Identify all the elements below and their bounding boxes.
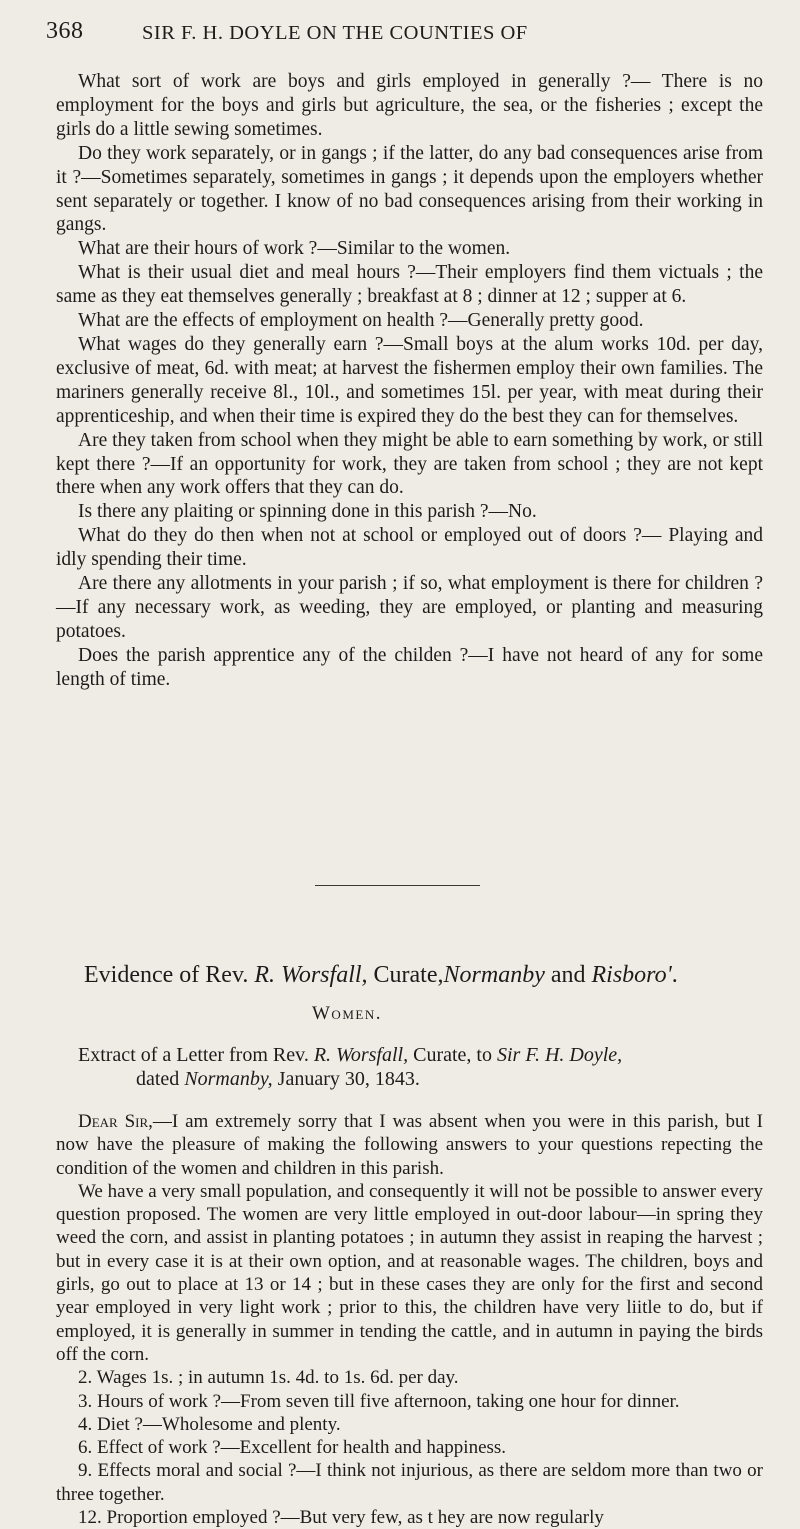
- running-head: SIR F. H. DOYLE ON THE COUNTIES OF: [142, 22, 528, 44]
- letter-answer: 3. Hours of work ?—From seven till five afternoon, taking one hour for dinner.: [78, 1390, 680, 1412]
- section-divider: [315, 885, 480, 886]
- qa-paragraph: Do they work separately, or in gangs ; if the latter, do any bad consequences arise from it ?—Sometimes separately, sometimes in gangs ; it depends upon the employers whether sent separately or together. I know of no bad consequences arising from their working in gangs.: [56, 142, 763, 236]
- evidence-suffix: .: [671, 962, 678, 988]
- letter-intro-author: R. Worsfall,: [313, 1044, 409, 1066]
- qa-paragraph: Are they taken from school when they might be able to earn something by work, or still kept there ?—If an opportunity for work, they are taken from school ; they are not kept there when any work offers that they can do.: [56, 429, 763, 499]
- letter-intro-dated: dated: [136, 1068, 185, 1090]
- letter-intro-recipient: Sir F. H. Doyle,: [496, 1044, 623, 1066]
- qa-section: [56, 70, 763, 692]
- qa-paragraph: What is their usual diet and meal hours ?—Their employers find them victuals ; the same as they eat themselves generally ; breakfast at 8 ; dinner at 12 ; supper at 6.: [56, 262, 763, 308]
- letter-intro-date: January 30, 1843.: [272, 1068, 420, 1090]
- letter-intro-place: Normanby,: [184, 1068, 273, 1090]
- qa-paragraph: What are their hours of work ?—Similar to the women.: [78, 238, 511, 260]
- evidence-heading: [84, 962, 764, 989]
- letter-opening-text: —I am extremely sorry that I was absent when you were in this parish, but I now have the pleasure of making the following answers to your questions repecting the condition of the women and children in this parish.: [56, 1111, 764, 1179]
- letter-body: [56, 1110, 763, 1529]
- page-number: 368: [46, 18, 84, 44]
- qa-paragraph: What are the effects of employment on health ?—Generally pretty good.: [78, 310, 644, 332]
- letter-opening: [56, 1110, 763, 1180]
- qa-paragraph: Is there any plaiting or spinning done in this parish ?—No.: [78, 501, 537, 523]
- letter-answer: 9. Effects moral and social ?—I think not injurious, as there are seldom more than two or three together.: [56, 1460, 763, 1505]
- letter-paragraph: We have a very small population, and consequently it will not be possible to answer every question proposed. The women are very little employed in out-door labour—in spring they weed the corn, and assist in planting potatoes ; in autumn they assist in reaping the harvest ; but in every case it is at their own option, and at reasonable wages. The children, boys and girls, go out to place at 13 or 14 ; but in these cases they are only for the first and second year employed in very light work ; prior to this, the children have very liitle to do, but if employed, it is generally in summer in tending the cattle, and in autumn in paying the birds off the corn.: [56, 1180, 763, 1365]
- qa-paragraph: What do they do then when not at school or employed out of doors ?— Playing and idly spending their time.: [56, 525, 763, 571]
- section-heading-women: Women.: [312, 1003, 382, 1024]
- qa-paragraph: Are there any allotments in your parish ; if so, what employment is there for children ?—If any necessary work, as weeding, they are employed, or planting and measuring potatoes.: [56, 573, 763, 642]
- letter-intro: [56, 1043, 763, 1091]
- evidence-place-risboro: Risboro': [591, 962, 672, 988]
- letter-intro-prefix: Extract of a Letter from Rev.: [78, 1044, 314, 1066]
- evidence-and: and: [544, 962, 592, 988]
- letter-intro-middle: Curate, to: [408, 1044, 497, 1066]
- evidence-place-normanby: Normanby: [443, 962, 545, 988]
- qa-paragraph: Does the parish apprentice any of the childen ?—I have not heard of any for some length of time.: [56, 644, 763, 690]
- page-header: [46, 18, 762, 54]
- letter-answer: 2. Wages 1s. ; in autumn 1s. 4d. to 1s. 6d. per day.: [78, 1367, 459, 1389]
- qa-paragraph: What wages do they generally earn ?—Small boys at the alum works 10d. per day, exclusive of meat, 6d. with meat; at harvest the fishermen employ their own families. The mariners generally receive 8l., 10l., and sometimes 15l. per year, with meat during their apprenticeship, and when their time is expired they do the best they can for themselves.: [56, 333, 763, 427]
- letter-intro-line-2: [56, 1067, 763, 1091]
- letter-intro-line-1: [56, 1043, 763, 1067]
- letter-answer: 6. Effect of work ?—Excellent for health and happiness.: [78, 1437, 507, 1459]
- evidence-title: Curate,: [367, 962, 444, 988]
- evidence-name: R. Worsfall,: [254, 962, 368, 988]
- letter-answer: 4. Diet ?—Wholesome and plenty.: [78, 1413, 341, 1435]
- letter-answer: 12. Proportion employed ?—But very few, as t hey are now regularly: [78, 1507, 604, 1529]
- evidence-prefix: Evidence of Rev.: [84, 962, 255, 988]
- letter-salutation: Dear Sir,: [78, 1111, 153, 1132]
- qa-paragraph: What sort of work are boys and girls employed in generally ?— There is no employment for the boys and girls but agriculture, the sea, or the fisheries ; except the girls do a little sewing sometimes.: [56, 71, 763, 140]
